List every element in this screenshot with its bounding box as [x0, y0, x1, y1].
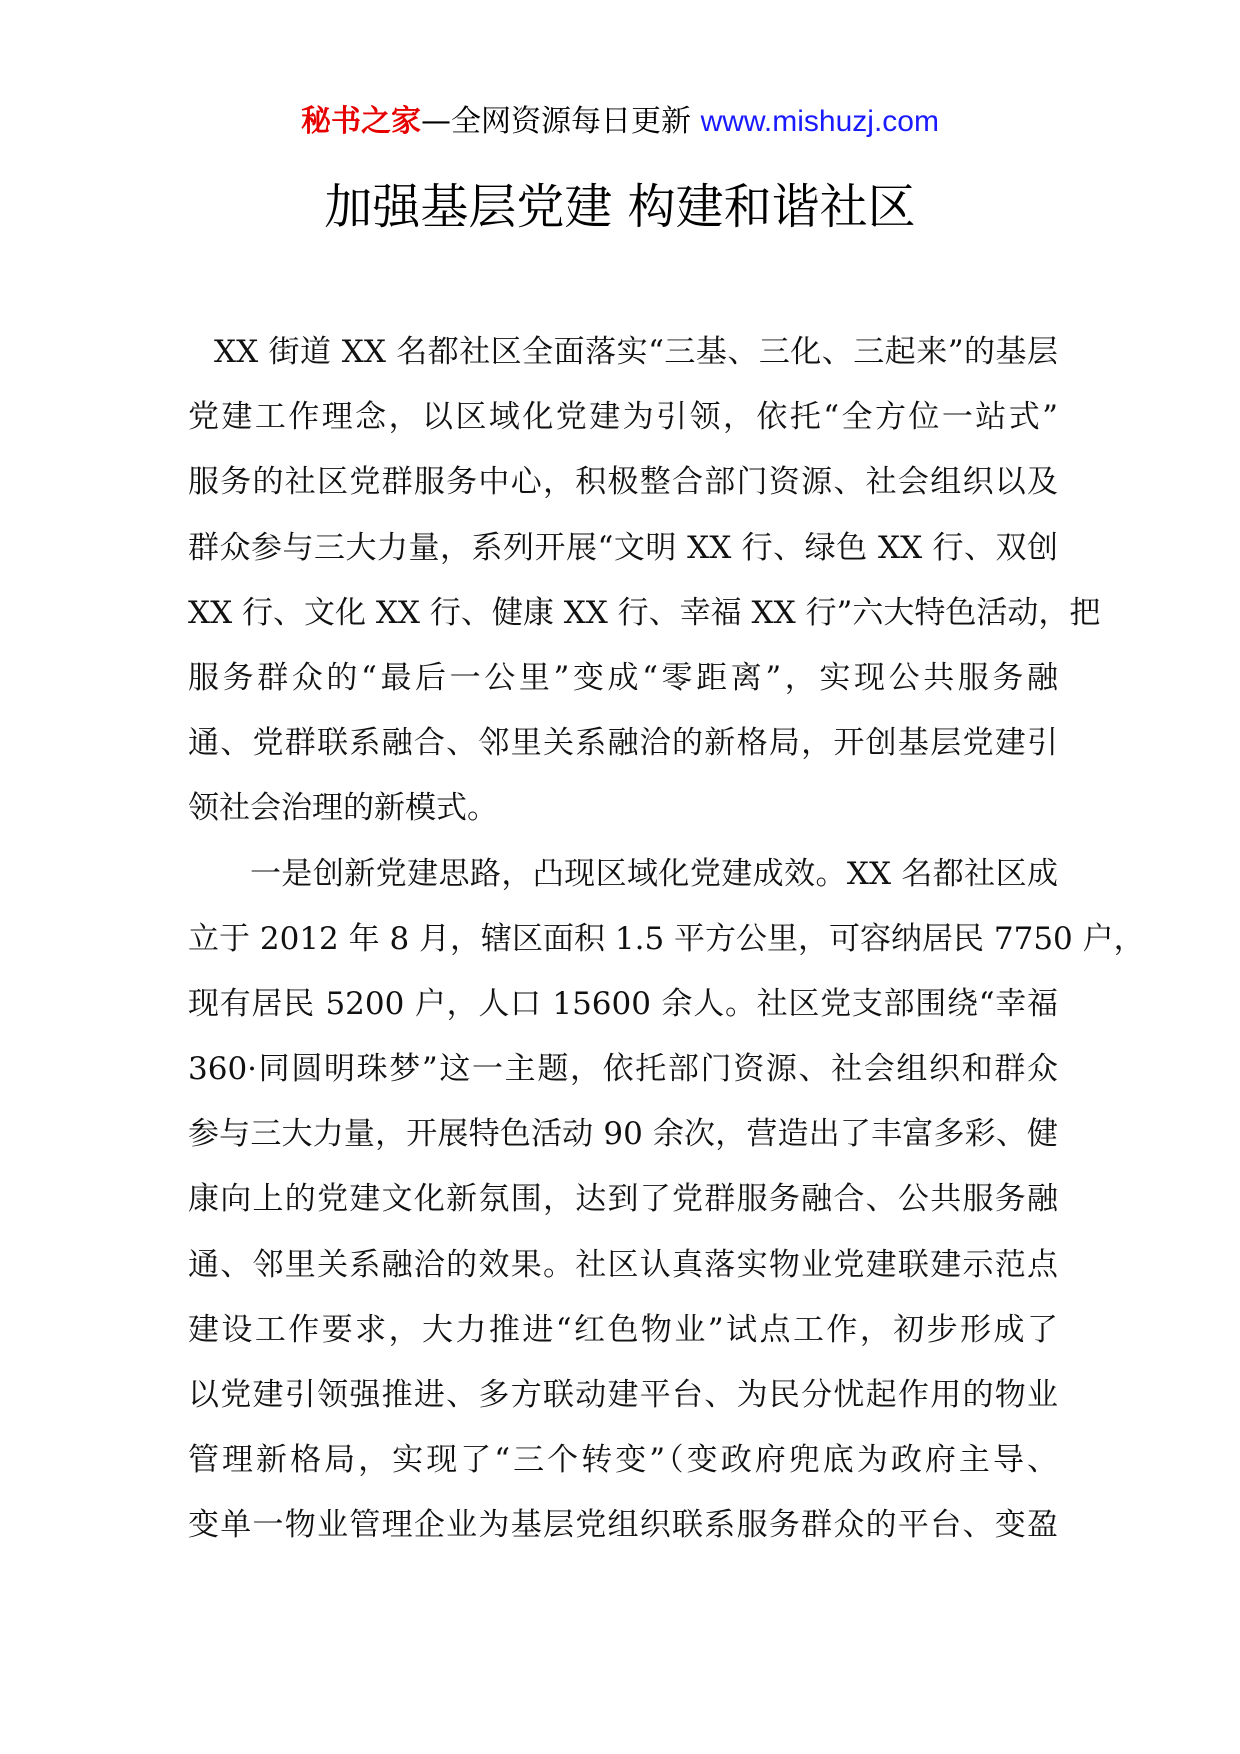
text-line: 变单一物业管理企业为基层党组织联系服务群众的平台、变盈: [188, 1507, 1058, 1544]
site-url-link[interactable]: www.mishuzj.com: [700, 105, 939, 138]
text-line: 一是创新党建思路，凸现区域化党建成效。XX 名都社区成: [250, 855, 1058, 892]
paragraph-1: [188, 320, 1101, 842]
text-line: 领社会治理的新模式。: [188, 790, 498, 827]
text-line: 以党建引领强推进、多方联动建平台、为民分忧起作用的物业: [188, 1377, 1058, 1413]
site-brand: 秘书之家: [301, 104, 422, 139]
document-body: [188, 320, 1145, 1559]
paragraph-2: [188, 842, 1145, 1559]
text-line: 参与三大力量，开展特色活动 90 余次，营造出了丰富多彩、健: [188, 1116, 1058, 1153]
site-slogan: —全网资源每日更新: [421, 104, 692, 139]
text-line: XX 街道 XX 名都社区全面落实“三基、三化、三起来”的基层: [214, 334, 1058, 370]
text-line: 360·同圆明珠梦”这一主题，依托部门资源、社会组织和群众: [188, 1051, 1058, 1088]
text-line: 党建工作理念，以区域化党建为引领，依托“全方位一站式”: [188, 399, 1058, 436]
text-line: 建设工作要求，大力推进“红色物业”试点工作，初步形成了: [188, 1311, 1058, 1348]
text-line: XX 行、文化 XX 行、健康 XX 行、幸福 XX 行”六大特色活动，把: [188, 594, 1101, 631]
text-line: 管理新格局，实现了“三个转变”（变政府兜底为政府主导、: [188, 1442, 1058, 1479]
text-line: 群众参与三大力量，系列开展“文明 XX 行、绿色 XX 行、双创: [188, 529, 1058, 566]
text-line: 立于 2012 年 8 月，辖区面积 1.5 平方公里，可容纳居民 7750 户，: [188, 920, 1145, 957]
text-line: 通、邻里关系融洽的效果。社区认真落实物业党建联建示范点: [188, 1246, 1058, 1283]
document-title: 加强基层党建 构建和谐社区: [324, 179, 916, 235]
site-header: [0, 100, 1240, 144]
text-line: 康向上的党建文化新氛围，达到了党群服务融合、公共服务融: [188, 1181, 1058, 1218]
text-line: 服务的社区党群服务中心，积极整合部门资源、社会组织以及: [188, 464, 1058, 501]
text-line: 通、党群联系融合、邻里关系融洽的新格局，开创基层党建引: [188, 725, 1058, 762]
text-line: 现有居民 5200 户，人口 15600 余人。社区党支部围绕“幸福: [188, 985, 1058, 1022]
text-line: 服务群众的“最后一公里”变成“零距离”，实现公共服务融: [188, 659, 1058, 696]
